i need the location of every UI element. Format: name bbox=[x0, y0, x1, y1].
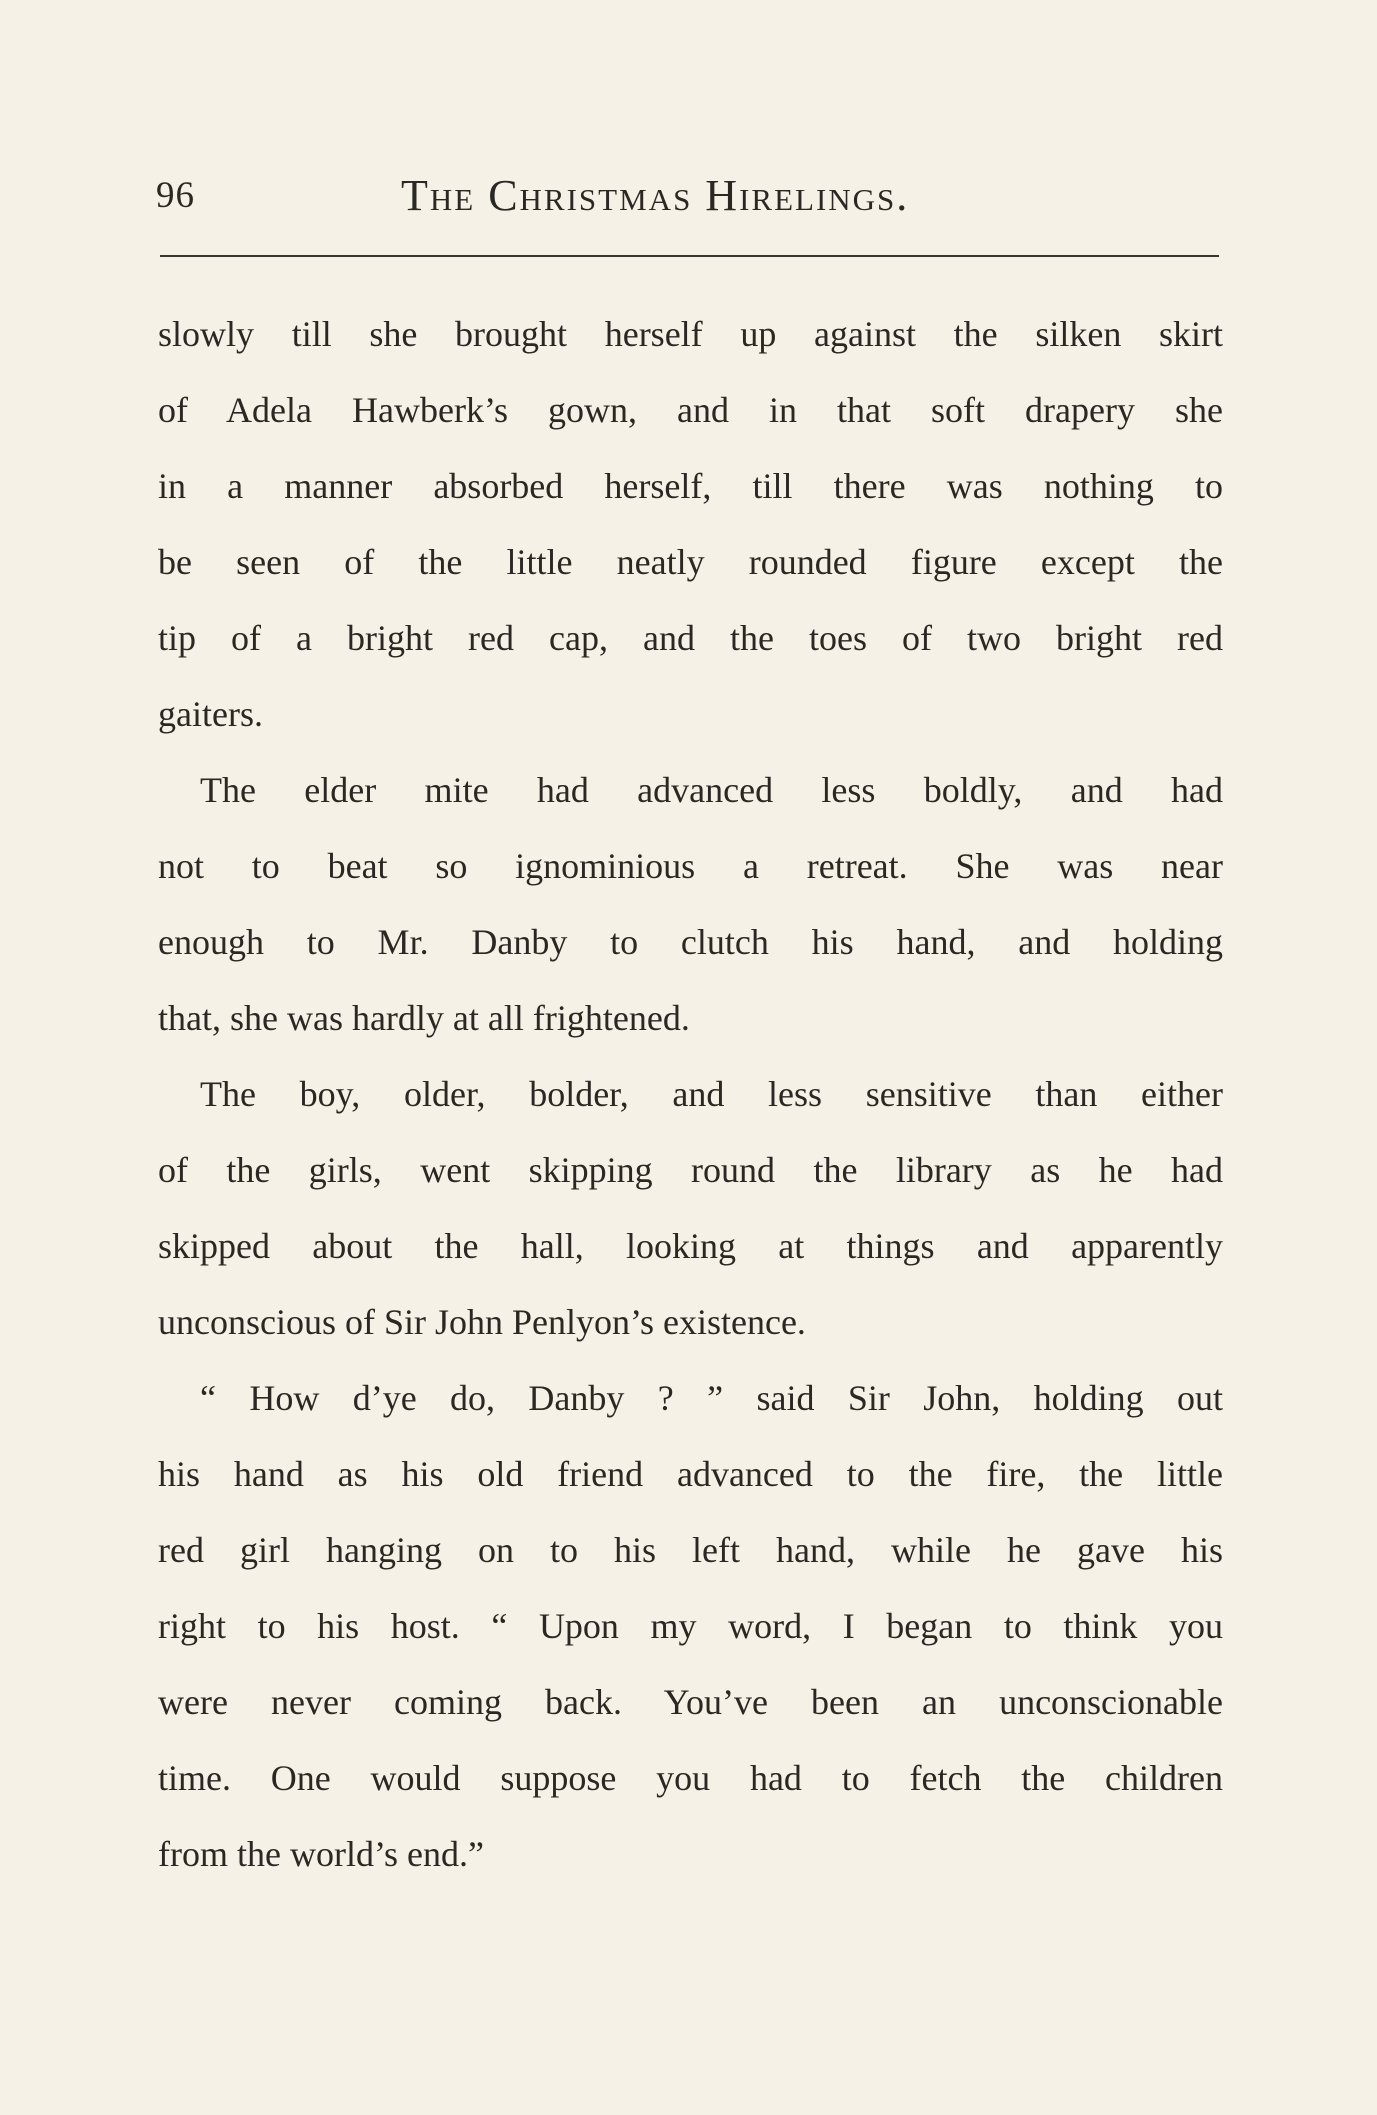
text-line: skipped about the hall, looking at things and apparently bbox=[158, 1226, 1223, 1266]
text-line: his hand as his old friend advanced to the fire, the little bbox=[158, 1454, 1223, 1494]
text-line: tip of a bright red cap, and the toes of two bright red bbox=[158, 618, 1223, 658]
running-head bbox=[156, 166, 1218, 226]
text-line: The boy, older, bolder, and less sensitive than either bbox=[200, 1074, 1223, 1114]
paragraph-3 bbox=[158, 1056, 1223, 1360]
paragraph-1 bbox=[158, 296, 1223, 752]
text-line: slowly till she brought herself up against the silken skirt bbox=[158, 314, 1223, 354]
header-rule bbox=[160, 255, 1219, 257]
text-line: of Adela Hawberk’s gown, and in that soft drapery she bbox=[158, 390, 1223, 430]
text-line: not to beat so ignominious a retreat. She was near bbox=[158, 846, 1223, 886]
text-line: time. One would suppose you had to fetch the children bbox=[158, 1758, 1223, 1798]
text-line: enough to Mr. Danby to clutch his hand, and holding bbox=[158, 922, 1223, 962]
text-line: were never coming back. You’ve been an unconscionable bbox=[158, 1682, 1223, 1722]
text-line: The elder mite had advanced less boldly, and had bbox=[200, 770, 1223, 810]
text-line: in a manner absorbed herself, till there was nothing to bbox=[158, 466, 1223, 506]
text-line: of the girls, went skipping round the library as he had bbox=[158, 1150, 1223, 1190]
text-line: from the world’s end.” bbox=[158, 1834, 484, 1874]
text-line: be seen of the little neatly rounded figure except the bbox=[158, 542, 1223, 582]
text-line: that, she was hardly at all frightened. bbox=[158, 998, 690, 1038]
body-text bbox=[158, 296, 1223, 1892]
paragraph-2 bbox=[158, 752, 1223, 1056]
text-line: “ How d’ye do, Danby ? ” said Sir John, holding out bbox=[200, 1378, 1223, 1418]
paragraph-4 bbox=[158, 1360, 1223, 1892]
running-title: The Christmas Hirelings. bbox=[401, 171, 910, 220]
text-line: red girl hanging on to his left hand, while he gave his bbox=[158, 1530, 1223, 1570]
page-number: 96 bbox=[156, 175, 195, 216]
text-line: right to his host. “ Upon my word, I began to think you bbox=[158, 1606, 1223, 1646]
text-line: unconscious of Sir John Penlyon’s existence. bbox=[158, 1302, 806, 1342]
text-line: gaiters. bbox=[158, 694, 263, 734]
